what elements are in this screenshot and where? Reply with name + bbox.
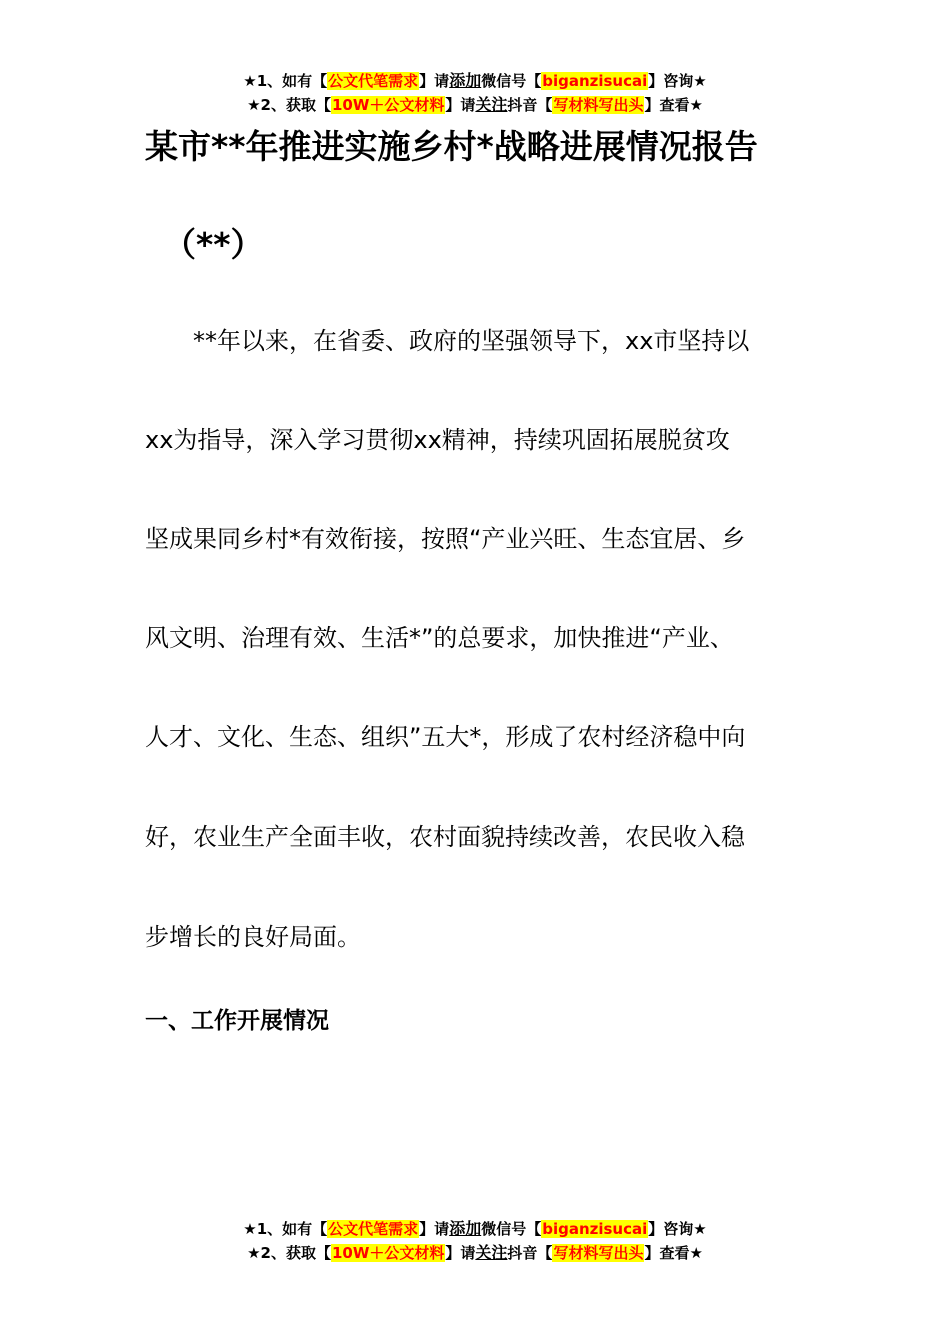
highlight-materials: 10W＋公文材料 xyxy=(331,1244,445,1262)
underlined-add: 添加 xyxy=(449,1219,482,1238)
banner-line-2 xyxy=(0,1241,950,1265)
highlight-douyin-account: 写材料写出头 xyxy=(553,96,644,114)
banner-text: 】咨询★ xyxy=(648,1220,707,1238)
banner-text: 】咨询★ xyxy=(648,72,707,90)
document-title: 某市**年推进实施乡村*战略进展情况报告 xyxy=(145,127,758,166)
banner-text: 抖音【 xyxy=(507,96,553,114)
banner-line-2 xyxy=(0,93,950,117)
highlight-materials: 10W＋公文材料 xyxy=(331,96,445,114)
banner-text: 】请 xyxy=(419,72,450,90)
banner-text: 微信号【 xyxy=(481,72,542,90)
body-line: 好，农业生产全面丰收，农村面貌持续改善，农民收入稳 xyxy=(145,823,745,851)
banner-text: 】请 xyxy=(419,1220,450,1238)
banner-text: ★1、如有【 xyxy=(243,72,328,90)
highlight-writing-service: 公文代笔需求 xyxy=(328,1220,419,1238)
body-line: 步增长的良好局面。 xyxy=(145,923,361,951)
highlight-wechat-id: biganzisucai xyxy=(542,72,648,90)
banner-text: ★1、如有【 xyxy=(243,1220,328,1238)
banner-line-1 xyxy=(0,69,950,93)
document-title-suffix: （**） xyxy=(163,225,264,264)
header-ad-banner xyxy=(0,69,950,117)
footer-ad-banner xyxy=(0,1217,950,1265)
banner-text: 微信号【 xyxy=(481,1220,542,1238)
highlight-writing-service: 公文代笔需求 xyxy=(328,72,419,90)
body-line: 坚成果同乡村*有效衔接，按照“产业兴旺、生态宜居、乡 xyxy=(145,525,746,553)
body-line: xx为指导，深入学习贯彻xx精神，持续巩固拓展脱贫攻 xyxy=(145,426,730,454)
body-line: **年以来，在省委、政府的坚强领导下，xx市坚持以 xyxy=(145,327,750,355)
banner-text: 】查看★ xyxy=(644,96,703,114)
banner-text: ★2、获取【 xyxy=(247,96,331,114)
highlight-wechat-id: biganzisucai xyxy=(542,1220,648,1238)
body-line: 人才、文化、生态、组织”五大*，形成了农村经济稳中向 xyxy=(145,723,746,751)
underlined-add: 添加 xyxy=(449,71,482,90)
banner-text: 】请 xyxy=(445,96,476,114)
banner-text: 】请 xyxy=(445,1244,476,1262)
banner-text: ★2、获取【 xyxy=(247,1244,331,1262)
body-line: 风文明、治理有效、生活*”的总要求，加快推进“产业、 xyxy=(145,624,734,652)
highlight-douyin-account: 写材料写出头 xyxy=(553,1244,644,1262)
banner-text: 】查看★ xyxy=(644,1244,703,1262)
section-heading: 一、工作开展情况 xyxy=(145,1008,329,1034)
underlined-follow: 关注 xyxy=(475,95,508,114)
banner-line-1 xyxy=(0,1217,950,1241)
underlined-follow: 关注 xyxy=(475,1243,508,1262)
banner-text: 抖音【 xyxy=(507,1244,553,1262)
